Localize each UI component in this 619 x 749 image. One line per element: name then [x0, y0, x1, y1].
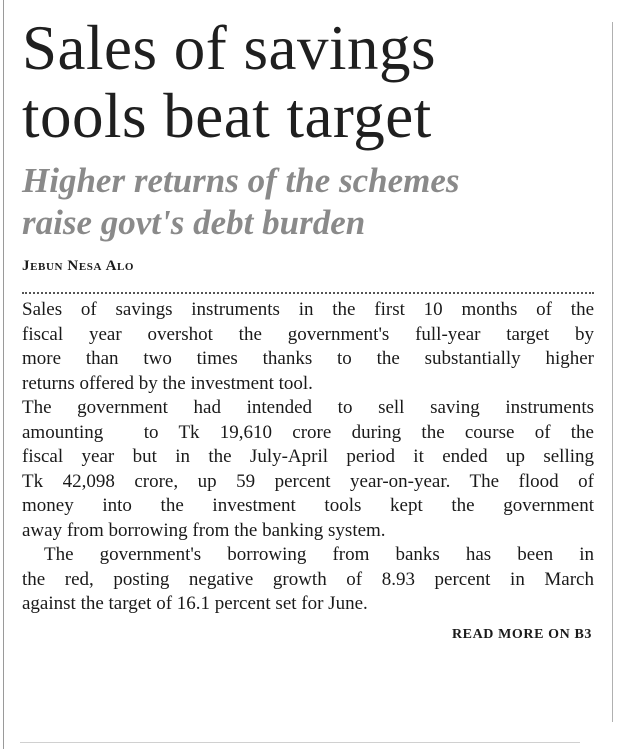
right-column-rule [612, 22, 613, 722]
body-line: more than two times thanks to the substantially higher [22, 348, 594, 369]
subheadline-line: raise govt's debt burden [22, 203, 366, 242]
read-more-link[interactable]: READ MORE ON B3 [451, 626, 592, 642]
body-line: away from borrowing from the banking system. [22, 519, 386, 541]
subheadline-line: Higher returns of the schemes [22, 161, 460, 200]
left-column-rule [3, 0, 4, 749]
body-line: money into the investment tools kept the government [22, 495, 594, 516]
body-line: the red, posting negative growth of 8.93 percent in March [22, 568, 594, 590]
body-line: The government's borrowing from banks has been in [44, 544, 594, 565]
subheadline [22, 160, 594, 244]
dotted-divider [22, 292, 594, 294]
headline [22, 14, 594, 150]
bottom-rule [20, 742, 580, 743]
body-line: Tk 42,098 crore, up 59 percent year-on-year. The flood of [22, 470, 594, 492]
paragraph-3 [22, 543, 594, 617]
body-line: fiscal year but in the July-April period it ended up selling [22, 446, 594, 467]
body-line: Sales of savings instruments in the first 10 months of the [22, 299, 594, 320]
headline-line: Sales of savings [22, 13, 436, 83]
paragraph-1 [22, 298, 594, 396]
paragraph-2 [22, 396, 594, 543]
article-body [22, 298, 594, 617]
article [22, 14, 594, 643]
body-line: returns offered by the investment tool. [22, 372, 313, 394]
headline-line: tools beat target [22, 81, 432, 151]
byline: Jebun Nesa Alo [22, 258, 135, 274]
body-line: The government had intended to sell saving instruments [22, 397, 594, 418]
body-line: fiscal year overshot the government's full-year target by [22, 323, 594, 345]
body-line: amounting to Tk 19,610 crore during the course of the [22, 421, 594, 443]
body-line: against the target of 16.1 percent set for June. [22, 593, 368, 614]
